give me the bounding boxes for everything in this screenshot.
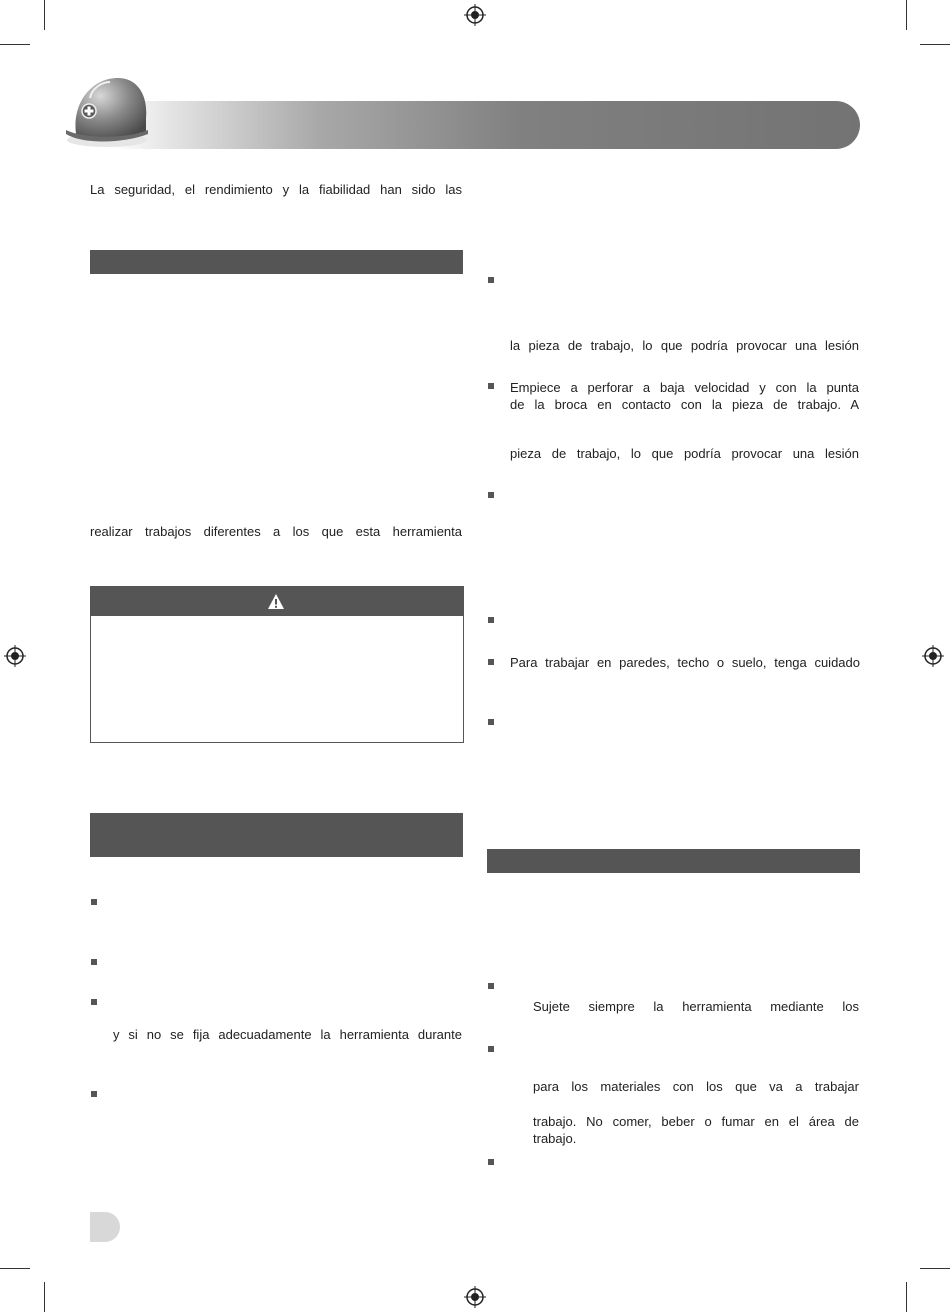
intro-text-line: La seguridad, el rendimiento y la fiabilidad han sido las xyxy=(90,182,462,197)
bullet-marker xyxy=(488,983,494,989)
header-banner xyxy=(110,101,860,149)
crop-mark-bottom-left-vertical xyxy=(44,1282,45,1312)
crop-mark-bottom-right-vertical xyxy=(906,1282,907,1312)
bullet-marker xyxy=(488,659,494,665)
hold-tool-text-line: Sujete siempre la herramienta mediante los xyxy=(533,999,859,1014)
intended-use-text-line: realizar trabajos diferentes a los que esta herramienta xyxy=(90,524,462,539)
crop-mark-top-left-horizontal xyxy=(0,44,30,45)
bullet-marker xyxy=(91,999,97,1005)
bullet-marker xyxy=(488,1046,494,1052)
bullet-marker xyxy=(488,719,494,725)
bullet-marker xyxy=(488,492,494,498)
warning-box xyxy=(90,586,464,743)
bullet-marker xyxy=(91,1091,97,1097)
injury-text-line-2: pieza de trabajo, lo que podría provocar una lesión xyxy=(510,446,859,461)
materials-text-line: para los materiales con los que va a trabajar xyxy=(533,1079,859,1094)
section-bar-general xyxy=(90,250,463,274)
bullet-marker xyxy=(488,277,494,283)
page-number-tab xyxy=(90,1212,120,1242)
clamp-warning-text-line: y si no se fija adecuadamente la herramienta durante xyxy=(113,1027,462,1042)
section-bar-specific-safety xyxy=(90,813,463,857)
bullet-marker xyxy=(488,617,494,623)
start-drill-text-line-1: Empiece a perforar a baja velocidad y con la punta xyxy=(510,380,859,395)
walls-ceiling-text-line: Para trabajar en paredes, techo o suelo, tenga cuidado xyxy=(510,655,860,670)
bullet-marker xyxy=(91,899,97,905)
bullet-marker xyxy=(488,1159,494,1165)
safety-helmet-icon xyxy=(62,72,152,152)
bullet-marker xyxy=(91,959,97,965)
no-eating-text-line: trabajo. No comer, beber o fumar en el área de xyxy=(533,1114,859,1129)
registration-mark-left-icon xyxy=(4,645,26,667)
injury-text-line-1: la pieza de trabajo, lo que podría provocar una lesión xyxy=(510,338,859,353)
crop-mark-top-left-vertical xyxy=(44,0,45,30)
crop-mark-bottom-left-horizontal xyxy=(0,1268,30,1269)
start-drill-text-line-2: de la broca en contacto con la pieza de trabajo. A xyxy=(510,397,859,412)
registration-mark-right-icon xyxy=(922,645,944,667)
section-bar-additional xyxy=(487,849,860,873)
crop-mark-top-right-horizontal xyxy=(920,44,950,45)
registration-mark-bottom-icon xyxy=(464,1286,486,1308)
crop-mark-bottom-right-horizontal xyxy=(920,1268,950,1269)
warning-triangle-icon xyxy=(267,593,285,610)
warning-box-header xyxy=(91,587,463,616)
crop-mark-top-right-vertical xyxy=(906,0,907,30)
bullet-marker xyxy=(488,383,494,389)
work-area-text-line: trabajo. xyxy=(533,1131,577,1146)
registration-mark-top-icon xyxy=(464,4,486,26)
